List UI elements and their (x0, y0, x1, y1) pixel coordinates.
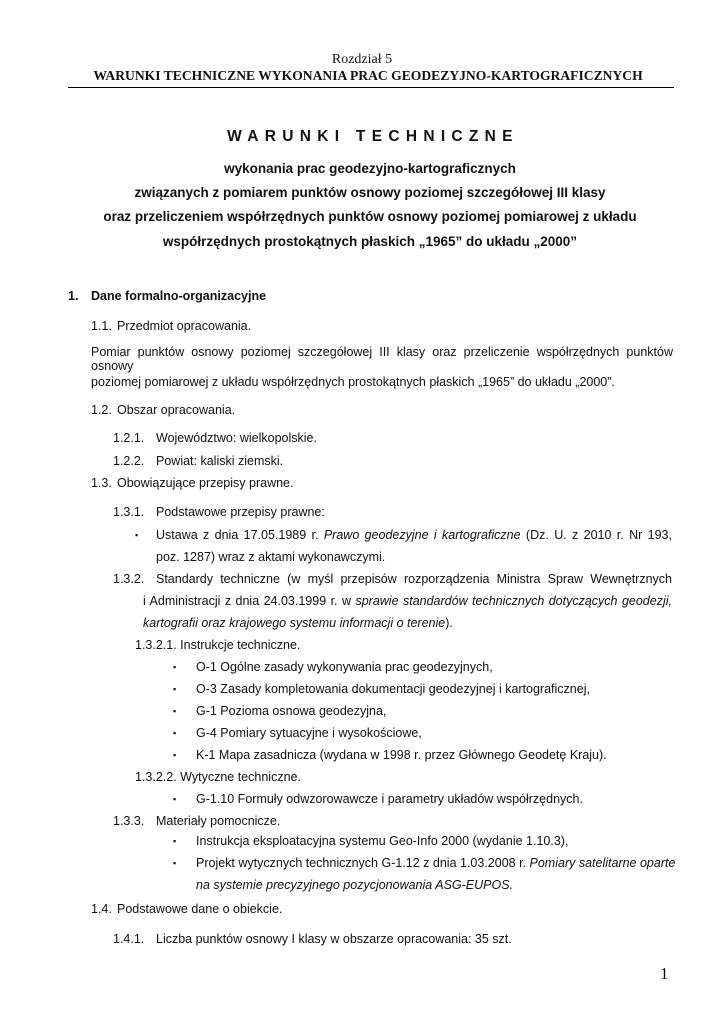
bullet-icon: ▪ (173, 662, 177, 672)
law-reference: Ustawa z dnia 17.05.1989 r. Prawo geodezyjne i kartograficzne (Dz. U. z 2010 r. Nr 193, (156, 528, 672, 542)
bullet-icon: ▪ (173, 706, 177, 716)
list-item: Instrukcja eksploatacyjna systemu Geo-Info 2000 (wydanie 1.10.3), (196, 834, 569, 848)
bullet-icon: ▪ (173, 858, 177, 868)
law-reference-cont: poz. 1287) wraz z aktami wykonawczymi. (156, 550, 386, 564)
document-title: WARUNKI TECHNICZNE (227, 128, 519, 145)
subtitle-line-4: współrzędnych prostokątnych płaskich „1965” do układu „2000” (162, 234, 578, 249)
subsection-number: 1.1. (91, 319, 112, 333)
subsection-label: Obowiązujące przepisy prawne. (117, 476, 294, 490)
subsection-label: Obszar opracowania. (117, 403, 236, 417)
item-label: Województwo: wielkopolskie. (156, 431, 317, 445)
list-item: O-1 Ogólne zasady wykonywania prac geodezyjnych, (196, 660, 493, 674)
standards-line-1: Standardy techniczne (w myśl przepisów rozporządzenia Ministra Spraw Wewnętrznych (156, 572, 672, 586)
list-item: K-1 Mapa zasadnicza (wydana w 1998 r. przez Głównego Geodetę Kraju). (196, 748, 607, 762)
item-label: Materiały pomocnicze. (156, 814, 281, 828)
item-number: 1.4.1. (113, 932, 145, 946)
standards-line-3: kartografii oraz krajowego systemu informacji o terenie). (143, 616, 453, 630)
bullet-icon: ▪ (173, 684, 177, 694)
bullet-icon: ▪ (173, 728, 177, 738)
bullet-icon: ▪ (173, 836, 177, 846)
subitem-label: 1.3.2.1. Instrukcje techniczne. (135, 638, 301, 652)
item-label: Podstawowe przepisy prawne: (156, 505, 325, 519)
paragraph-line: poziomej pomiarowej z układu współrzędnych prostokątnych płaskich „1965” do układu „2000”. (91, 375, 615, 389)
section-heading: Dane formalno-organizacyjne (91, 289, 267, 303)
subsection-label: Podstawowe dane o obiekcie. (117, 902, 283, 916)
list-item: G-4 Pomiary sytuacyjne i wysokościowe, (196, 726, 422, 740)
subsection-number: 1.4. (91, 902, 112, 916)
section-number: 1. (68, 289, 79, 303)
subtitle-line-1: wykonania prac geodezyjno-kartograficznych (224, 161, 516, 176)
page-number: 1 (660, 964, 669, 983)
item-number: 1.2.2. (113, 454, 145, 468)
header-divider (68, 87, 674, 88)
subitem-label: 1.3.2.2. Wytyczne techniczne. (135, 770, 301, 784)
item-number: 1.3.1. (113, 505, 145, 519)
bullet-icon: ▪ (173, 750, 177, 760)
standards-line-2: i Administracji z dnia 24.03.1999 r. w sprawie standardów technicznych dotyczących geodezji, (143, 594, 672, 608)
subsection-number: 1.3. (91, 476, 112, 490)
chapter-label: Rozdział 5 (331, 52, 393, 67)
item-label: Powiat: kaliski ziemski. (156, 454, 284, 468)
subsection-number: 1.2. (91, 403, 112, 417)
chapter-title: WARUNKI TECHNICZNE WYKONANIA PRAC GEODEZYJNO-KARTOGRAFICZNYCH (93, 68, 643, 83)
list-item: G-1.10 Formuły odwzorowawcze i parametry układów współrzędnych. (196, 792, 583, 806)
subtitle-line-2: związanych z pomiarem punktów osnowy poziomej szczegółowej III klasy (134, 185, 606, 200)
paragraph-line: Pomiar punktów osnowy poziomej szczegółowej III klasy oraz przeliczenie współrzędnych punktów osnowy (91, 345, 673, 373)
bullet-icon: ▪ (135, 530, 139, 540)
list-item: O-3 Zasady kompletowania dokumentacji geodezyjnej i kartograficznej, (196, 682, 590, 696)
subsection-label: Przedmiot opracowania. (117, 319, 252, 333)
subtitle-line-3: oraz przeliczeniem współrzędnych punktów osnowy poziomej pomiarowej z układu (103, 209, 637, 224)
list-item: Projekt wytycznych technicznych G-1.12 z dnia 1.03.2008 r. Pomiary satelitarne oparte (196, 856, 676, 870)
bullet-icon: ▪ (173, 794, 177, 804)
item-number: 1.2.1. (113, 431, 145, 445)
list-item-cont: na systemie precyzyjnego pozycjonowania ASG-EUPOS. (196, 878, 514, 892)
item-label: Liczba punktów osnowy I klasy w obszarze opracowania: 35 szt. (156, 932, 512, 946)
item-number: 1.3.3. (113, 814, 145, 828)
item-number: 1.3.2. (113, 572, 145, 586)
list-item: G-1 Pozioma osnowa geodezyjna, (196, 704, 387, 718)
